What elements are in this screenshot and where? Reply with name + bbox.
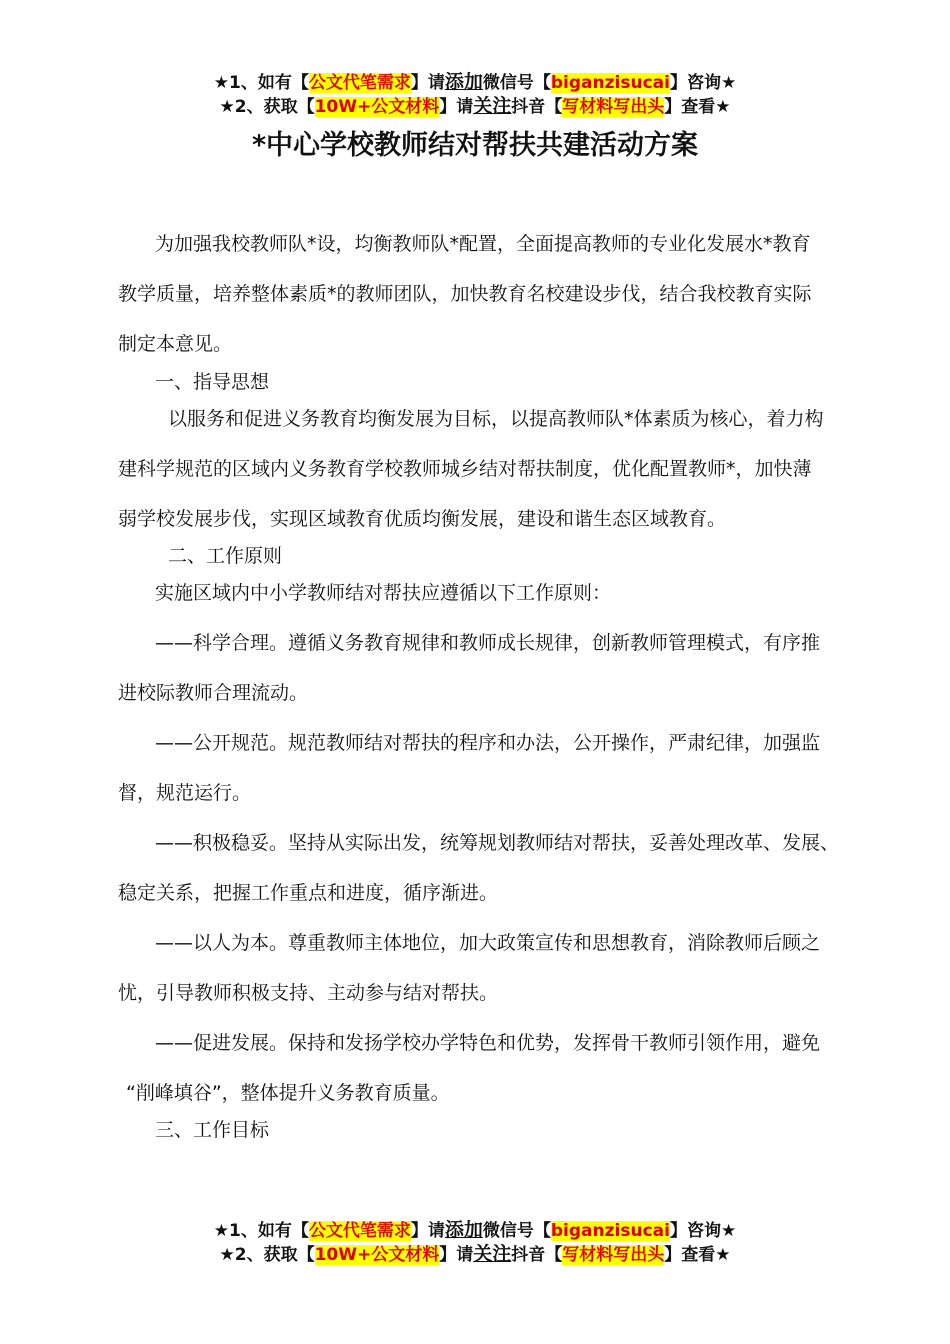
ad-text: 】查看★: [664, 1245, 731, 1265]
ad-line-1-bottom: [0, 1218, 950, 1243]
body-line: ——促进发展。保持和发扬学校办学特色和优势，发挥骨干教师引领作用，避免: [155, 1032, 821, 1054]
ad-text: 】请: [410, 73, 445, 93]
ad-text: ★2、获取【: [219, 1245, 315, 1265]
ad-underline: 添加: [444, 1219, 483, 1241]
section-heading: 三、工作目标: [155, 1119, 270, 1141]
body-line: ——公开规范。规范教师结对帮扶的程序和办法，公开操作，严肃纪律，加强监: [155, 732, 821, 754]
ad-text: 】咨询★: [669, 73, 737, 93]
ad-text: 】查看★: [664, 97, 731, 117]
body-line: 教学质量，培养整体素质*的教师团队，加快教育名校建设步伐，结合我校教育实际: [118, 283, 812, 305]
body-line: 督，规范运行。: [118, 782, 252, 804]
ad-text: ★1、如有【: [213, 73, 309, 93]
ad-line-1-top: [0, 70, 950, 95]
ad-underline: 关注: [473, 95, 512, 117]
ad-highlight: 公文代笔需求: [308, 1221, 411, 1241]
body-line: 进校际教师合理流动。: [118, 682, 309, 704]
body-line: 实施区域内中小学教师结对帮扶应遵循以下工作原则：: [155, 582, 612, 604]
ad-line-2-bottom: [0, 1242, 950, 1267]
section-heading: 一、指导思想: [155, 371, 270, 393]
ad-highlight: 公文代笔需求: [308, 73, 411, 93]
body-line: 为加强我校教师队*设，均衡教师队*配置，全面提高教师的专业化发展水*教育: [155, 233, 811, 255]
ad-text: 】请: [410, 1221, 445, 1241]
ad-text: 微信号【: [482, 1221, 551, 1241]
ad-underline: 关注: [473, 1243, 512, 1265]
body-line: 制定本意见。: [118, 333, 233, 355]
ad-line-2-top: [0, 94, 950, 119]
ad-highlight: biganzisucai: [550, 73, 670, 93]
ad-text: 】咨询★: [669, 1221, 737, 1241]
ad-text: 】请: [439, 97, 474, 117]
ad-text: 抖音【: [511, 1245, 563, 1265]
body-line: ——以人为本。尊重教师主体地位，加大政策宣传和思想教育，消除教师后顾之: [155, 932, 821, 954]
body-line: “削峰填谷”，整体提升义务教育质量。: [126, 1082, 450, 1104]
ad-highlight: 10W+公文材料: [314, 1245, 440, 1265]
ad-text: ★2、获取【: [219, 97, 315, 117]
ad-highlight: 写材料写出头: [562, 97, 665, 117]
body-line: 弱学校发展步伐，实现区域教育优质均衡发展，建设和谐生态区域教育。: [118, 508, 727, 530]
body-line: 稳定关系，把握工作重点和进度，循序渐进。: [118, 882, 499, 904]
body-line: 以服务和促进义务教育均衡发展为目标，以提高教师队*体素质为核心，着力构: [168, 408, 824, 430]
ad-highlight: biganzisucai: [550, 1221, 670, 1241]
ad-highlight: 10W+公文材料: [314, 97, 440, 117]
ad-text: ★1、如有【: [213, 1221, 309, 1241]
ad-text: 】请: [439, 1245, 474, 1265]
document-title: *中心学校教师结对帮扶共建活动方案: [251, 130, 699, 161]
ad-highlight: 写材料写出头: [562, 1245, 665, 1265]
body-line: ——科学合理。遵循义务教育规律和教师成长规律，创新教师管理模式，有序推: [155, 632, 821, 654]
body-line: 忧，引导教师积极支持、主动参与结对帮扶。: [118, 982, 499, 1004]
body-line: ——积极稳妥。坚持从实际出发，统筹规划教师结对帮扶，妥善处理改革、发展、: [155, 832, 840, 854]
ad-text: 微信号【: [482, 73, 551, 93]
body-line: 建科学规范的区域内义务教育学校教师城乡结对帮扶制度，优化配置教师*，加快薄: [118, 458, 812, 480]
ad-text: 抖音【: [511, 97, 563, 117]
section-heading: 二、工作原则: [168, 545, 283, 567]
ad-underline: 添加: [444, 71, 483, 93]
